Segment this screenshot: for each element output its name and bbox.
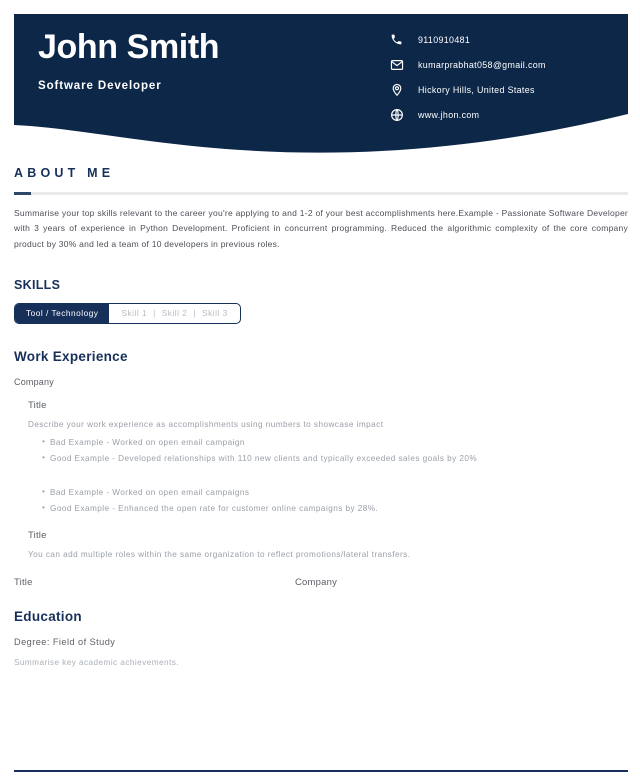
skills-title: SKILLS	[14, 277, 61, 292]
about-me-title: ABOUT ME	[14, 166, 115, 180]
list-item: • Bad Example - Worked on open email campaigns	[42, 485, 628, 501]
bullets-spacer	[28, 467, 628, 479]
work-role-2	[28, 530, 628, 559]
work-role-1	[28, 400, 628, 517]
work-entry-secondary	[14, 577, 628, 588]
about-me-text: Summarise your top skills relevant to the career you're applying to and 1-2 of your best accomplishments here.Example - Passionate Software Developer with 3 years of experience in Python Development. Proficient in concurrent programming. Reduced the algorithmic complexity of the core company product by 30% and led a team of 10 developers in previous roles.	[14, 208, 628, 249]
work-role-2-title: Title	[28, 529, 47, 541]
skill-pill[interactable]	[14, 303, 241, 324]
person-role: Software Developer	[38, 80, 162, 92]
contact-list	[388, 14, 628, 160]
contact-phone-text: 9110910481	[418, 34, 471, 45]
work-experience-title: Work Experience	[14, 348, 128, 364]
section-education	[14, 609, 628, 667]
contact-email-text: kumarprabhat058@gmail.com	[418, 59, 546, 70]
work-entry-secondary-title: Title	[14, 576, 33, 588]
skill-item-3: Skill 3	[202, 308, 228, 319]
contact-item-phone[interactable]	[388, 28, 628, 51]
section-about-me	[14, 166, 628, 252]
contact-item-location[interactable]	[388, 78, 628, 101]
page-bottom-rule	[14, 770, 628, 772]
skill-pill-label: Tool / Technology	[15, 304, 109, 323]
work-role-1-bullets-group-2	[28, 485, 628, 517]
work-role-2-description: You can add multiple roles within the same organization to reflect promotions/lateral transfers.	[28, 549, 411, 559]
work-role-1-description: Describe your work experience as accomplishments using numbers to showcase impact	[28, 419, 384, 429]
header-identity	[14, 14, 388, 160]
contact-item-website[interactable]	[388, 103, 628, 126]
person-name: John Smith	[38, 28, 220, 66]
resume-header	[14, 14, 628, 160]
about-me-divider	[14, 192, 628, 195]
list-item: • Good Example - Enhanced the open rate for customer online campaigns by 28%.	[42, 501, 628, 517]
education-degree: Degree: Field of Study	[14, 636, 116, 647]
contact-website-text: www.jhon.com	[418, 109, 480, 120]
skill-separator-2: |	[193, 308, 197, 319]
phone-icon	[388, 31, 405, 48]
education-title: Education	[14, 608, 82, 624]
section-skills	[14, 278, 628, 324]
location-pin-icon	[388, 81, 405, 98]
skill-item-1: Skill 1	[121, 308, 148, 319]
list-item: • Good Example - Developed relationships with 110 new clients and typically exceeded sales goals by 20%	[42, 451, 628, 467]
envelope-icon	[388, 56, 405, 73]
list-item: • Bad Example - Worked on open email campaign	[42, 435, 628, 451]
section-work-experience	[14, 349, 628, 588]
work-company-name: Company	[14, 376, 54, 387]
globe-icon	[388, 106, 405, 123]
skill-separator-1: |	[153, 308, 156, 319]
work-role-1-bullets-group-1	[28, 435, 628, 467]
contact-item-email[interactable]	[388, 53, 628, 76]
work-entry-secondary-company: Company	[295, 576, 338, 588]
skill-pill-values	[109, 304, 239, 323]
resume-body	[14, 166, 628, 667]
skill-item-2: Skill 2	[161, 308, 188, 319]
contact-location-text: Hickory Hills, United States	[418, 84, 535, 95]
work-role-1-title: Title	[28, 399, 47, 411]
education-description: Summarise key academic achievements.	[14, 657, 179, 667]
